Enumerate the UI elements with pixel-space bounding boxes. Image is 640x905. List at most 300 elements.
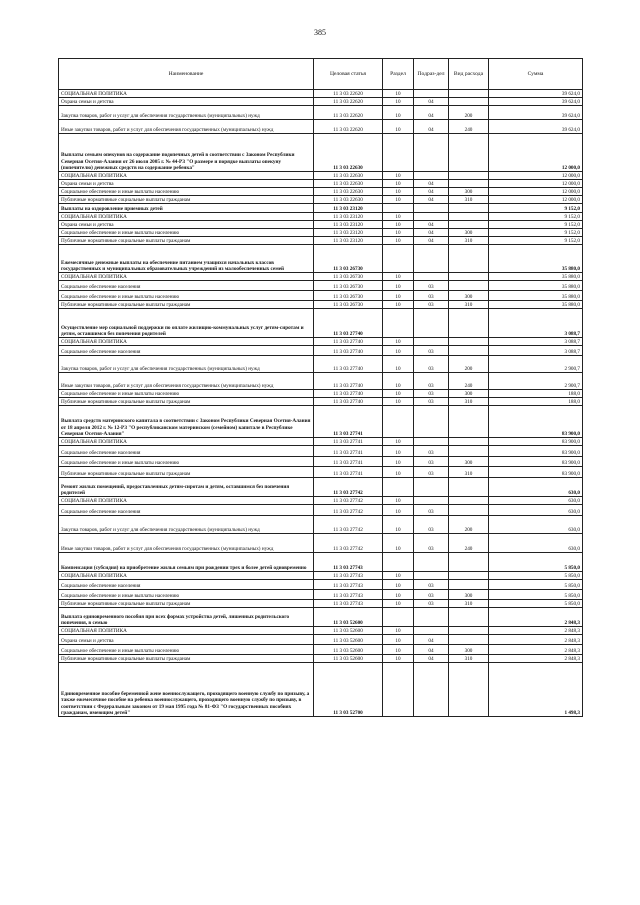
cell-sum: 3 088,7 [489,338,583,346]
cell-section: 10 [383,237,414,245]
table-row [59,98,583,106]
cell-code: 11 3 03 27741 [314,446,383,457]
cell-section: 10 [383,221,414,229]
cell-sum: 630,0 [489,534,583,553]
cell-subsection: 03 [414,467,449,478]
cell-expense-type: 300 [449,229,489,237]
cell-code: 11 3 03 27743 [314,572,383,580]
cell-sum: 2 848,3 [489,635,583,645]
cell-section: 10 [383,172,414,180]
cell-expense-type [449,438,489,446]
cell-code: 11 3 03 27742 [314,478,383,497]
cell-expense-type: 200 [449,106,489,120]
cell-name: Социальное обеспечение и иные выплаты населению [59,188,314,196]
cell-name: Социальное обеспечение населения [59,505,314,516]
cell-expense-type [449,213,489,221]
cell-subsection: 03 [414,398,449,406]
cell-name: Публичные нормативные социальные выплаты гражданам [59,655,314,663]
table-row [59,438,583,446]
cell-section: 10 [383,338,414,346]
cell-expense-type [449,608,489,627]
cell-name: СОЦИАЛЬНАЯ ПОЛИТИКА [59,572,314,580]
cell-name: Охрана семьи и детства [59,98,314,106]
cell-code: 11 3 03 52600 [314,655,383,663]
cell-section: 10 [383,580,414,590]
cell-name: СОЦИАЛЬНАЯ ПОЛИТИКА [59,438,314,446]
cell-section [383,245,414,273]
cell-section: 10 [383,273,414,281]
cell-expense-type [449,572,489,580]
cell-subsection [414,553,449,572]
cell-section: 10 [383,356,414,373]
cell-section [383,663,414,717]
table-header-row [59,59,583,90]
cell-subsection [414,608,449,627]
cell-expense-type [449,90,489,98]
cell-name: Единовременное пособие беременной жене военнослужащего, проходящего военную службу по призыву, а также ежемесячное пособие на ребенка военнослужащего, проходящего военную службу по призыву, в соответствии с Федеральным законом от 19 мая 1995 года № 81-ФЗ "О государственных пособиях гражданам, имеющим детей" [59,663,314,717]
header-sum: Сумма [489,59,583,90]
cell-code: 11 3 03 22630 [314,188,383,196]
table-row [59,134,583,172]
cell-name: Компенсация (субсидия) на приобретение жилья семьям при рождении трех и более детей одновременно [59,553,314,572]
header-subsection: Подраз-дел [414,59,449,90]
cell-section: 10 [383,291,414,301]
table-row [59,204,583,213]
cell-section: 10 [383,188,414,196]
cell-name: Социальное обеспечение населения [59,580,314,590]
cell-code: 11 3 03 22620 [314,106,383,120]
cell-code: 11 3 03 27740 [314,356,383,373]
cell-section: 10 [383,572,414,580]
cell-expense-type [449,497,489,505]
cell-sum: 39 624,0 [489,106,583,120]
cell-code: 11 3 03 52600 [314,635,383,645]
table-row [59,534,583,553]
cell-expense-type [449,273,489,281]
cell-sum: 1 498,3 [489,663,583,717]
cell-sum: 9 152,0 [489,213,583,221]
cell-sum: 9 152,0 [489,221,583,229]
cell-section: 10 [383,457,414,467]
table-row [59,291,583,301]
cell-sum: 39 624,0 [489,98,583,106]
cell-section: 10 [383,281,414,291]
cell-expense-type [449,172,489,180]
table-row [59,196,583,204]
table-row [59,373,583,390]
cell-expense-type: 240 [449,373,489,390]
table-row [59,301,583,309]
cell-name: Публичные нормативные социальные выплаты гражданам [59,398,314,406]
header-code: Целовая статья [314,59,383,90]
cell-expense-type [449,281,489,291]
cell-section: 10 [383,196,414,204]
table-row [59,467,583,478]
cell-sum: 630,0 [489,505,583,516]
cell-subsection: 04 [414,188,449,196]
cell-name: Социальное обеспечение и иные выплаты населению [59,457,314,467]
cell-code: 11 3 03 27743 [314,600,383,608]
cell-subsection: 03 [414,356,449,373]
cell-code: 11 3 03 27743 [314,590,383,600]
cell-section [383,406,414,438]
cell-sum: 12 000,0 [489,180,583,188]
cell-code: 11 3 03 26730 [314,273,383,281]
cell-code: 11 3 03 52600 [314,645,383,655]
cell-sum: 2 900,7 [489,373,583,390]
cell-code: 11 3 03 27741 [314,457,383,467]
cell-sum: 35 880,0 [489,273,583,281]
table-row [59,309,583,338]
cell-section: 10 [383,390,414,398]
cell-subsection [414,497,449,505]
cell-expense-type [449,245,489,273]
cell-subsection: 03 [414,346,449,356]
table-row [59,237,583,245]
table-row [59,497,583,505]
cell-code: 11 3 03 27742 [314,534,383,553]
table-row [59,390,583,398]
cell-code: 11 3 03 27741 [314,438,383,446]
table-row [59,600,583,608]
table-row [59,273,583,281]
cell-expense-type: 310 [449,655,489,663]
cell-name: СОЦИАЛЬНАЯ ПОЛИТИКА [59,273,314,281]
cell-section: 10 [383,180,414,188]
cell-sum: 12 000,0 [489,188,583,196]
cell-section: 10 [383,645,414,655]
cell-section [383,204,414,213]
cell-sum: 188,0 [489,390,583,398]
header-section: Раздел [383,59,414,90]
table-row [59,446,583,457]
cell-name: Закупка товаров, работ и услуг для обеспечения государственных (муниципальных) нужд [59,516,314,534]
cell-sum: 12 000,0 [489,196,583,204]
cell-subsection: 04 [414,237,449,245]
cell-sum: 188,0 [489,398,583,406]
table-row [59,663,583,717]
cell-sum: 39 624,0 [489,90,583,98]
cell-name: Ремонт жилых помещений, предоставленных детям-сиротам и детям, оставшимся без попечения родителей [59,478,314,497]
cell-name: Публичные нормативные социальные выплаты гражданам [59,196,314,204]
cell-name: СОЦИАЛЬНАЯ ПОЛИТИКА [59,338,314,346]
cell-code: 11 3 03 27742 [314,516,383,534]
cell-section: 10 [383,505,414,516]
cell-expense-type [449,580,489,590]
cell-code: 11 3 03 22620 [314,90,383,98]
cell-name: Выплаты на оздоровление приемных детей [59,204,314,213]
cell-name: Иные закупки товаров, работ и услуг для обеспечения государственных (муниципальных) нужд [59,534,314,553]
cell-sum: 39 624,0 [489,120,583,134]
cell-subsection [414,204,449,213]
cell-name: Социальное обеспечение и иные выплаты населению [59,590,314,600]
table-row [59,120,583,134]
cell-sum: 35 880,0 [489,245,583,273]
cell-subsection: 03 [414,390,449,398]
table-row [59,635,583,645]
cell-section: 10 [383,346,414,356]
cell-sum: 35 880,0 [489,291,583,301]
header-name: Наименование [59,59,314,90]
cell-name: Осуществление мер социальной поддержки по оплате жилищно-коммунальных услуг детям-сиротам и детям, оставшимся без попечения родителей [59,309,314,338]
table-row [59,398,583,406]
cell-expense-type: 200 [449,356,489,373]
cell-sum: 9 152,0 [489,237,583,245]
cell-subsection [414,90,449,98]
cell-sum: 3 088,7 [489,309,583,338]
cell-section [383,478,414,497]
cell-name: Социальное обеспечение и иные выплаты населению [59,390,314,398]
cell-code: 11 3 03 27740 [314,346,383,356]
table-row [59,106,583,120]
cell-sum: 2 848,3 [489,655,583,663]
cell-subsection [414,309,449,338]
cell-subsection: 03 [414,534,449,553]
cell-name: СОЦИАЛЬНАЯ ПОЛИТИКА [59,172,314,180]
cell-name: Закупка товаров, работ и услуг для обеспечения государственных (муниципальных) нужд [59,356,314,373]
cell-sum: 83 900,0 [489,467,583,478]
cell-name: Закупка товаров, работ и услуг для обеспечения государственных (муниципальных) нужд [59,106,314,120]
cell-section: 10 [383,229,414,237]
cell-expense-type: 300 [449,590,489,600]
cell-subsection: 04 [414,196,449,204]
cell-section: 10 [383,301,414,309]
cell-name: Публичные нормативные социальные выплаты гражданам [59,301,314,309]
table-row [59,572,583,580]
cell-subsection: 03 [414,580,449,590]
table-row [59,213,583,221]
cell-name: Иные закупки товаров, работ и услуг для обеспечения государственных (муниципальных) нужд [59,373,314,390]
cell-code: 11 3 03 26730 [314,301,383,309]
cell-expense-type [449,338,489,346]
cell-name: Социальное обеспечение и иные выплаты населению [59,229,314,237]
cell-code: 11 3 03 23120 [314,229,383,237]
cell-expense-type [449,180,489,188]
cell-section: 10 [383,534,414,553]
cell-subsection [414,245,449,273]
cell-code: 11 3 03 22620 [314,120,383,134]
cell-code: 11 3 03 22630 [314,172,383,180]
cell-code: 11 3 03 22630 [314,180,383,188]
cell-subsection: 03 [414,457,449,467]
cell-sum: 83 900,0 [489,457,583,467]
cell-expense-type [449,635,489,645]
cell-code: 11 3 03 27743 [314,580,383,590]
cell-expense-type: 240 [449,120,489,134]
table-row [59,221,583,229]
cell-name: Публичные нормативные социальные выплаты гражданам [59,467,314,478]
cell-expense-type: 300 [449,188,489,196]
cell-subsection [414,172,449,180]
budget-table [58,58,583,717]
cell-section: 10 [383,516,414,534]
table-row [59,478,583,497]
table-row [59,406,583,438]
cell-section: 10 [383,467,414,478]
cell-sum: 2 848,3 [489,645,583,655]
cell-name: Охрана семьи и детства [59,221,314,229]
cell-expense-type: 310 [449,398,489,406]
table-row [59,553,583,572]
cell-subsection [414,338,449,346]
table-row [59,338,583,346]
cell-section: 10 [383,398,414,406]
cell-section [383,309,414,338]
table-row [59,245,583,273]
cell-subsection [414,663,449,717]
cell-code: 11 3 03 27742 [314,497,383,505]
table-row [59,580,583,590]
cell-expense-type [449,446,489,457]
cell-expense-type [449,134,489,172]
cell-expense-type [449,406,489,438]
cell-name: СОЦИАЛЬНАЯ ПОЛИТИКА [59,213,314,221]
cell-name: Публичные нормативные социальные выплаты гражданам [59,600,314,608]
cell-sum: 35 880,0 [489,301,583,309]
cell-subsection: 04 [414,106,449,120]
cell-sum: 9 152,0 [489,204,583,213]
cell-code: 11 3 03 27742 [314,505,383,516]
cell-section [383,608,414,627]
cell-name: Выплаты семьям опекунов на содержание подопечных детей в соответствии с Законом Республики Северная Осетия-Алания от 26 июля 2005 г. № 44-РЗ "О размере и порядке выплаты опекуну (попечителю) денежных средств на содержание ребенка" [59,134,314,172]
cell-expense-type: 200 [449,516,489,534]
table-row [59,180,583,188]
cell-expense-type: 300 [449,390,489,398]
cell-name: Социальное обеспечение населения [59,346,314,356]
cell-sum: 35 880,0 [489,281,583,291]
cell-code: 11 3 03 22630 [314,196,383,204]
cell-sum: 83 900,0 [489,446,583,457]
cell-section: 10 [383,120,414,134]
cell-expense-type: 240 [449,534,489,553]
cell-sum: 12 000,0 [489,172,583,180]
cell-name: СОЦИАЛЬНАЯ ПОЛИТИКА [59,90,314,98]
cell-subsection: 03 [414,281,449,291]
page-number: 385 [314,28,326,37]
cell-subsection [414,478,449,497]
cell-subsection: 04 [414,229,449,237]
cell-code: 11 3 03 22630 [314,134,383,172]
cell-name: СОЦИАЛЬНАЯ ПОЛИТИКА [59,497,314,505]
table-row [59,627,583,635]
cell-name: Охрана семьи и детства [59,180,314,188]
cell-name: Социальное обеспечение и иные выплаты населению [59,291,314,301]
cell-subsection: 04 [414,221,449,229]
cell-expense-type: 310 [449,600,489,608]
cell-name: СОЦИАЛЬНАЯ ПОЛИТИКА [59,627,314,635]
table-row [59,645,583,655]
table-row [59,655,583,663]
cell-subsection: 04 [414,645,449,655]
cell-code: 11 3 03 27741 [314,406,383,438]
table-row [59,505,583,516]
cell-expense-type [449,553,489,572]
table-row [59,90,583,98]
cell-subsection: 04 [414,655,449,663]
cell-sum: 5 850,0 [489,580,583,590]
cell-sum: 5 850,0 [489,572,583,580]
cell-section: 10 [383,373,414,390]
cell-section: 10 [383,90,414,98]
cell-subsection: 04 [414,180,449,188]
cell-code: 11 3 03 26730 [314,281,383,291]
cell-code: 11 3 03 27740 [314,390,383,398]
cell-expense-type [449,346,489,356]
cell-code: 11 3 03 27741 [314,467,383,478]
cell-sum: 2 900,7 [489,356,583,373]
cell-sum: 2 848,3 [489,627,583,635]
cell-expense-type: 300 [449,645,489,655]
cell-code: 11 3 03 23120 [314,204,383,213]
cell-subsection: 03 [414,600,449,608]
cell-sum: 9 152,0 [489,229,583,237]
cell-code: 11 3 03 23120 [314,221,383,229]
cell-code: 11 3 03 26730 [314,291,383,301]
cell-code: 11 3 03 52600 [314,627,383,635]
cell-expense-type: 310 [449,467,489,478]
cell-section: 10 [383,106,414,120]
cell-section [383,134,414,172]
cell-code: 11 3 03 26730 [314,245,383,273]
cell-sum: 630,0 [489,516,583,534]
cell-sum: 630,0 [489,497,583,505]
cell-subsection [414,273,449,281]
table-row [59,172,583,180]
cell-name: Социальное обеспечение населения [59,446,314,457]
cell-section: 10 [383,213,414,221]
table-body [59,90,583,717]
cell-subsection [414,572,449,580]
cell-sum: 3 088,7 [489,346,583,356]
cell-section: 10 [383,590,414,600]
cell-code: 11 3 03 22620 [314,98,383,106]
cell-code: 11 3 03 27743 [314,553,383,572]
cell-sum: 12 000,0 [489,134,583,172]
cell-sum: 83 900,0 [489,438,583,446]
cell-section: 10 [383,635,414,645]
cell-name: Публичные нормативные социальные выплаты гражданам [59,237,314,245]
cell-section: 10 [383,655,414,663]
cell-name: Социальное обеспечение и иные выплаты населению [59,645,314,655]
table-row [59,590,583,600]
cell-code: 11 3 03 52700 [314,663,383,717]
cell-expense-type [449,204,489,213]
cell-subsection [414,627,449,635]
cell-expense-type [449,309,489,338]
cell-expense-type [449,627,489,635]
cell-name: Выплата средств материнского капитала в соответствии с Законом Республики Северная Осетия-Алания от 18 апреля 2012 г. № 12-РЗ "О республиканском материнском (семейном) капитале в Республике Северная Осетия-Алания" [59,406,314,438]
table-row [59,356,583,373]
cell-sum: 2 848,3 [489,608,583,627]
cell-subsection: 04 [414,98,449,106]
cell-expense-type: 310 [449,196,489,204]
cell-code: 11 3 03 27740 [314,338,383,346]
cell-subsection [414,134,449,172]
cell-code: 11 3 03 52600 [314,608,383,627]
cell-subsection: 03 [414,590,449,600]
table-row [59,457,583,467]
cell-sum: 630,0 [489,478,583,497]
cell-subsection [414,438,449,446]
cell-expense-type: 300 [449,457,489,467]
cell-subsection [414,213,449,221]
cell-name: Охрана семьи и детства [59,635,314,645]
cell-name: Выплата единовременного пособия при всех формах устройства детей, лишенных родительского попечения, в семью [59,608,314,627]
cell-section [383,553,414,572]
cell-section: 10 [383,446,414,457]
cell-expense-type [449,663,489,717]
cell-expense-type: 300 [449,291,489,301]
